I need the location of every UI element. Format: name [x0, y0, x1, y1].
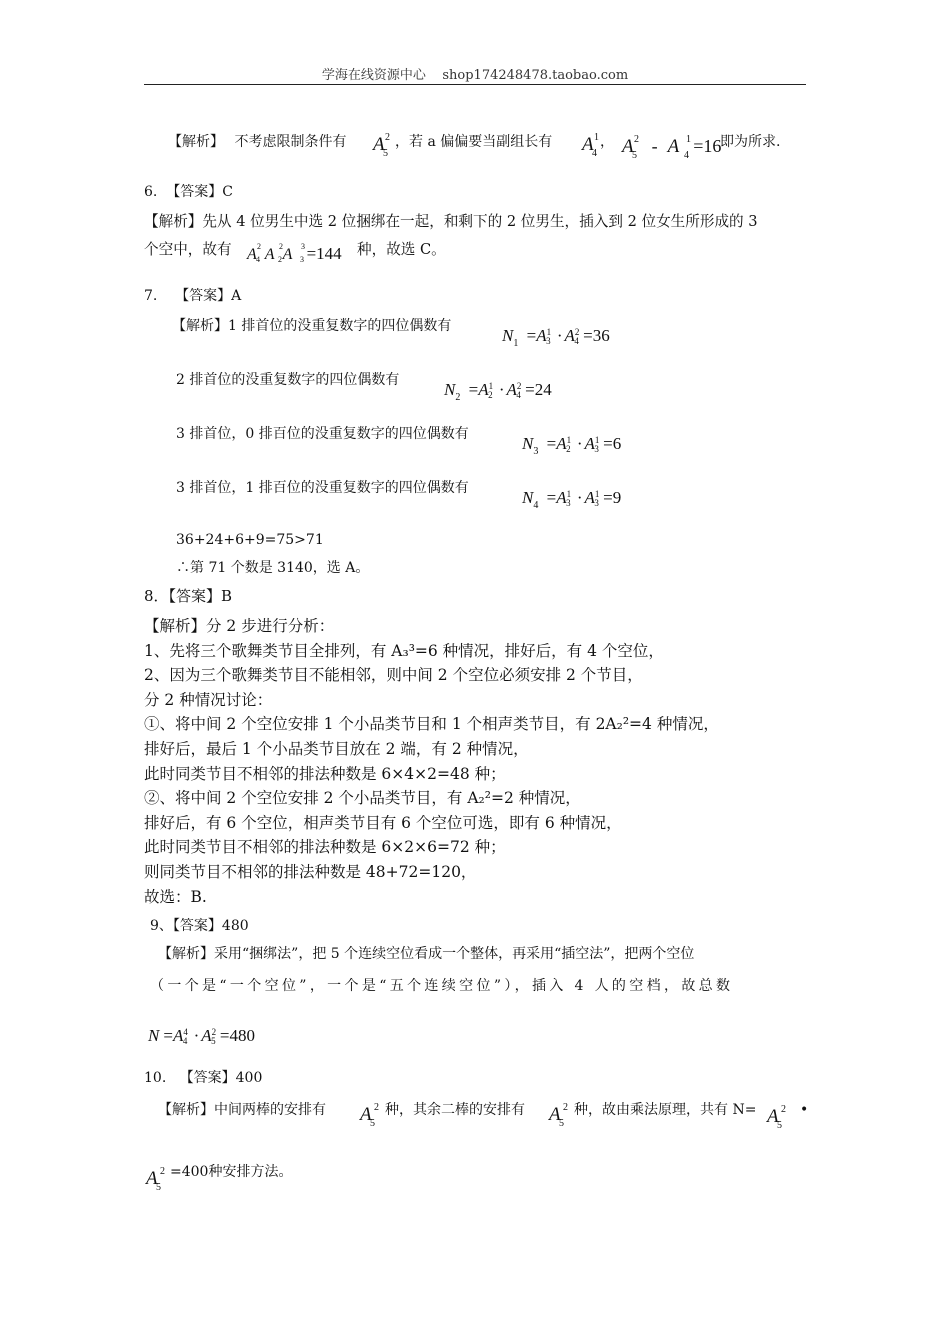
q7-line2: 2 排首位的没重复数字的四位偶数有: [176, 372, 400, 388]
q8-line: 1、先将三个歌舞类节目全排列，有 A₃³=6 种情况，排好后，有 4 个空位，: [144, 641, 664, 660]
q9-analysis-line2: （一个是“一个空位”，一个是“五个连续空位”），插入 4 人的空档，故总数: [150, 978, 734, 994]
q10-analysis-line1: 【解析】中间两棒的安排有: [158, 1102, 326, 1118]
q8-line: 此时同类节目不相邻的排法种数是 6×4×2=48 种；: [144, 764, 506, 783]
q9-formula: $N =A^44 \cdot A^25 =480$: [148, 1026, 255, 1046]
q8-answer: 8．【答案】B: [144, 587, 233, 605]
q7-line3: 3 排首位，0 排百位的没重复数字的四位偶数有: [176, 426, 469, 442]
q5-text-3: 即为所求.: [720, 134, 781, 150]
q7-conclusion: ∴第 71 个数是 3140，选 A。: [176, 560, 370, 576]
q9-analysis-line1: 【解析】采用“捆绑法”，把 5 个连续空位看成一个整体，再采用“插空法”，把两个空位: [158, 946, 695, 962]
q5-text-1: 不考虑限制条件有: [234, 134, 347, 150]
q8-line: ②、将中间 2 个空位安排 2 个小品类节目，有 A₂²=2 种情况，: [144, 789, 581, 808]
q5-formula-2: A 1 4: [582, 132, 599, 159]
q8-line: 此时同类节目不相邻的排法种数是 6×2×6=72 种；: [144, 838, 506, 857]
q8-line: ①、将中间 2 个空位安排 1 个小品类节目和 1 个相声类节目，有 2A₂²=4 种情况，: [144, 715, 719, 734]
q10-formula-1: A 2 5: [360, 1102, 379, 1129]
q10-dot: •: [800, 1102, 809, 1118]
q7-formula-3: $N_3 =A^12 \cdot A^13 =6$: [522, 434, 622, 457]
q8-line: 故选：B.: [144, 887, 207, 906]
q5-formula-3: A 2 5 - A 1 4 =16: [622, 134, 722, 161]
q10-result: =400种安排方法。: [170, 1164, 293, 1180]
q7-formula-4: $N_4 =A^13 \cdot A^13 =9$: [522, 488, 622, 511]
q10-text-2: 种，其余二棒的安排有: [385, 1102, 525, 1118]
header-shop: shop174248478.taobao.com: [442, 68, 629, 83]
q6-analysis-line2a: 个空中，故有: [144, 241, 232, 258]
q7-formula-1: $N_1 =A^13 \cdot A^24 =36$: [502, 326, 610, 349]
q7-answer: 7. 【答案】A: [144, 288, 242, 304]
q5-tag: 【解析】: [168, 134, 224, 150]
q10-text-3: 种，故由乘法原理，共有 N=: [574, 1102, 757, 1118]
q8-line: 排好后，最后 1 个小品类节目放在 2 端，有 2 种情况，: [144, 740, 529, 758]
q7-sum: 36+24+6+9=75>71: [176, 532, 324, 548]
header-rule: [144, 84, 806, 85]
q10-answer: 10. 【答案】400: [144, 1070, 263, 1086]
page-header: [144, 64, 806, 83]
q8-line: 排好后，有 6 个空位，相声类节目有 6 个空位可选，即有 6 种情况，: [144, 813, 622, 832]
q10-formula-2: A 2 5: [549, 1102, 568, 1129]
q10-formula-4: A 2 5: [146, 1166, 165, 1193]
q7-formula-2: $N_2 =A^12 \cdot A^24 =24$: [444, 380, 552, 403]
q6-formula: A 2 4 A 2 2 A 3 3 =144: [247, 242, 342, 264]
q5-comma: ，: [600, 134, 614, 150]
header-site: 学海在线资源中心: [321, 68, 426, 83]
q8-line: 2、因为三个歌舞类节目不能相邻，则中间 2 个空位必须安排 2 个节目，: [144, 666, 643, 685]
q5-analysis: [168, 132, 346, 152]
q5-text-2: ，若 a 偏偏要当副组长有: [395, 134, 553, 150]
q7-line4: 3 排首位，1 排百位的没重复数字的四位偶数有: [176, 480, 469, 496]
q8-line: 分 2 种情况讨论：: [144, 690, 273, 709]
q8-line: 则同类节目不相邻的排法种数是 48+72=120，: [144, 863, 477, 881]
q6-analysis-line2b: 种，故选 C。: [357, 241, 446, 258]
q8-line: 【解析】分 2 步进行分析：: [144, 617, 335, 635]
q10-formula-3: A 2 5: [767, 1104, 786, 1131]
q9-answer: 9、【答案】480: [150, 918, 249, 934]
q6-analysis-line1: 【解析】先从 4 位男生中选 2 位捆绑在一起，和剩下的 2 位男生，插入到 2 位女生所形成的 3: [144, 213, 758, 230]
q6-answer: 6. 【答案】C: [144, 184, 233, 200]
q5-formula-1: A 2 5: [373, 132, 390, 159]
q7-line1: 【解析】1 排首位的没重复数字的四位偶数有: [172, 318, 452, 334]
